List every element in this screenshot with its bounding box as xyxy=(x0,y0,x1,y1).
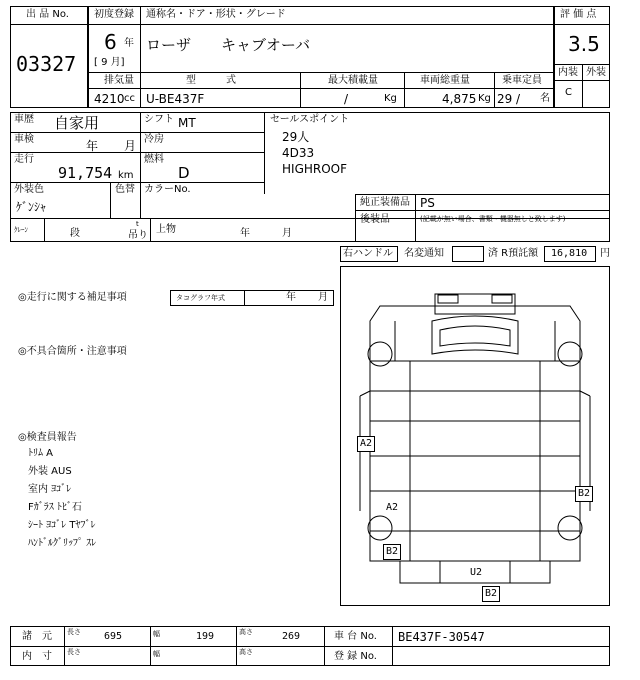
sales-line-1: 29人 xyxy=(282,130,310,144)
sales-line-3: HIGHROOF xyxy=(282,162,348,176)
first-reg-year-unit: 年 xyxy=(124,38,134,49)
damage-mark-left-side: A2 xyxy=(357,436,375,452)
ac-label: 冷房 xyxy=(144,134,164,145)
first-reg-label: 初度登録 xyxy=(94,9,134,20)
defects-label: ◎不具合箇所・注意事項 xyxy=(18,346,127,357)
inner-length-label: 長さ xyxy=(67,648,81,656)
aftermarket-label: 後装品 xyxy=(360,214,390,225)
inner-height-label: 高さ xyxy=(239,648,253,656)
vehicle-outline-diagram xyxy=(340,266,610,606)
tax-amount: 16,810 xyxy=(551,248,588,259)
interior-grade: C xyxy=(565,87,572,98)
inspection-year: 年 xyxy=(86,139,99,153)
tacho-label: タコグラフ年式 xyxy=(176,294,225,302)
first-reg-year: 6 xyxy=(104,30,117,54)
capacity: 29 xyxy=(497,92,513,106)
inner-width-label: 幅 xyxy=(153,650,160,658)
damage-mark-left-rear-side: A2 xyxy=(386,502,399,513)
displacement-label: 排気量 xyxy=(104,75,134,86)
lot-number: 03327 xyxy=(16,52,77,76)
color-code-label: カラーNo. xyxy=(144,184,191,195)
max-load: / xyxy=(344,92,349,106)
inspector-line-2: 外装 AUS xyxy=(28,466,72,477)
color-change-label: 色替 xyxy=(115,184,135,195)
inspector-line-3: 室内 ﾖｺﾞﾚ xyxy=(28,484,72,495)
chassis-label: 車 台 No. xyxy=(334,631,377,642)
displacement: 4210 xyxy=(94,92,125,106)
inspector-line-1: ﾄﾘﾑ A xyxy=(28,448,54,459)
gross-weight-unit: Kg xyxy=(478,93,491,104)
aftermarket-note: (記載が無い場合、書類・機器無しと致します) xyxy=(420,215,566,223)
width-label: 幅 xyxy=(153,630,160,638)
upper-month: 月 xyxy=(282,228,292,239)
color-label: 外装色 xyxy=(14,184,44,195)
tacho-month: 月 xyxy=(318,292,328,303)
mileage-unit: km xyxy=(118,170,134,181)
fuel-label: 燃料 xyxy=(144,154,164,165)
chassis: BE437F-30547 xyxy=(398,630,485,644)
capacity-label: 乗車定員 xyxy=(502,75,542,86)
inner-label: 内 寸 xyxy=(22,651,52,662)
height-label: 高さ xyxy=(239,628,253,636)
mileage: 91,754 xyxy=(58,164,113,182)
right-hand: 右ハンドル xyxy=(343,248,393,259)
length: 695 xyxy=(104,631,123,642)
shift: MT xyxy=(178,116,196,130)
width: 199 xyxy=(196,631,215,642)
capacity-unit: 名 xyxy=(540,93,550,104)
yen: 円 xyxy=(600,248,610,259)
crane-step: 段 xyxy=(70,228,80,239)
inspector-line-4: Fｶﾞﾗｽ ﾄﾋﾞ石 xyxy=(28,502,82,513)
inspector-line-5: ｼｰﾄ ﾖｺﾞﾚ Tﾔﾌﾞﾚ xyxy=(28,520,96,531)
standard-equip-label: 純正装備品 xyxy=(360,197,410,208)
sales-line-2: 4D33 xyxy=(282,146,315,160)
mileage-label: 走行 xyxy=(14,154,34,165)
history: 自家用 xyxy=(54,114,100,132)
max-load-unit: Kg xyxy=(384,93,397,104)
interior-label: 内装 xyxy=(558,67,578,78)
damage-mark-left-rear-wheel: B2 xyxy=(383,544,401,560)
inspection-month: 月 xyxy=(124,139,137,153)
car-name-label: 通称名・ドア・形状・グレード xyxy=(146,9,286,20)
name-change-box xyxy=(452,246,484,262)
upper-label: 上物 xyxy=(156,224,176,235)
height: 269 xyxy=(282,631,301,642)
dims-label: 諸 元 xyxy=(22,631,52,642)
model: U-BE437F xyxy=(146,92,205,106)
gross-weight-label: 車両総重量 xyxy=(420,75,470,86)
score-label: 評 価 点 xyxy=(560,9,597,20)
damage-mark-right-side: B2 xyxy=(575,486,593,502)
displacement-unit: cc xyxy=(124,93,135,104)
standard-equip: PS xyxy=(420,196,435,210)
color: ｹﾞﾝｼｬ xyxy=(16,200,47,214)
score: 3.5 xyxy=(568,32,600,56)
tax-label: 済 R預託額 xyxy=(488,248,539,259)
driving-remarks-label: ◎走行に関する補足事項 xyxy=(18,292,127,303)
tacho-year: 年 xyxy=(286,292,296,303)
model-label: 型 式 xyxy=(186,75,236,86)
gross-weight: 4,875 xyxy=(442,92,477,106)
exterior-label: 外装 xyxy=(586,67,606,78)
sales-label: セールスポイント xyxy=(270,114,350,125)
first-reg-month: [ 9 月] xyxy=(94,57,125,68)
crane-t: t xyxy=(136,220,139,228)
upper-year: 年 xyxy=(240,228,250,239)
damage-mark-rear-bottom: U2 xyxy=(470,567,483,578)
capacity-sep: / xyxy=(516,92,521,106)
inspection-label: 車検 xyxy=(14,134,34,145)
registration-label: 登 録 No. xyxy=(334,651,377,662)
fuel: D xyxy=(178,164,190,182)
history-label: 車歴 xyxy=(14,114,34,125)
crane-hang: 吊り xyxy=(128,230,148,241)
shift-label: シフト xyxy=(144,114,174,125)
crane-label: ｸﾚｰﾝ xyxy=(14,226,28,234)
inspector-line-6: ﾊﾝﾄﾞﾙｸﾞﾘｯﾌﾟ ｽﾚ xyxy=(28,538,97,549)
damage-mark-rear: B2 xyxy=(482,586,500,602)
name-change-label: 名変通知 xyxy=(404,248,444,259)
inspector-label: ◎検査員報告 xyxy=(18,432,77,443)
car-name: ローザ キャブオーバ xyxy=(146,36,311,54)
lot-label: 出 品 No. xyxy=(26,9,69,20)
length-label: 長さ xyxy=(67,628,81,636)
max-load-label: 最大積載量 xyxy=(328,75,378,86)
